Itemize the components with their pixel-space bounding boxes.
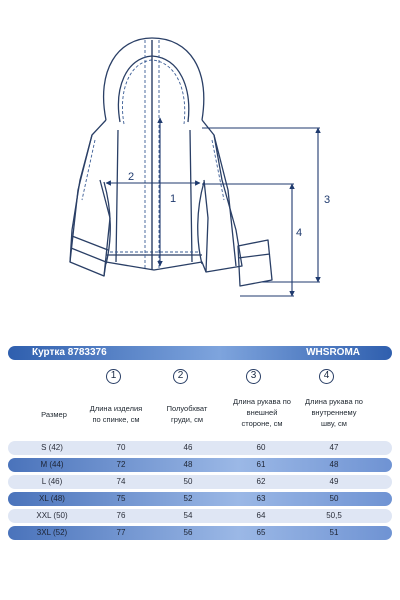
column-number-2: 2 — [173, 369, 188, 384]
header-sleeve-inner: Длина рукава по внутреннему шву, см — [305, 397, 363, 428]
product-banner — [8, 346, 392, 360]
column-number-1: 1 — [106, 369, 121, 384]
left-sleeve — [70, 135, 110, 276]
header-chest: Полуобхват груди, см — [166, 404, 208, 424]
product-title: Куртка 8783376 — [32, 347, 107, 358]
measure-label-1: 1 — [170, 193, 177, 205]
header-length: Длина изделия по спинке, см — [89, 404, 143, 424]
column-number-4: 4 — [319, 369, 334, 384]
table-row: XXL (50) 76 54 64 50,5 — [8, 509, 392, 523]
column-number-3: 3 — [246, 369, 261, 384]
header-sleeve-outer: Длина рукава по внешней стороне, см — [233, 397, 291, 428]
table-row: L (46) 74 50 62 49 — [8, 475, 392, 489]
table-row: S (42) 70 46 60 47 — [8, 441, 392, 455]
header-size: Размер — [41, 410, 67, 419]
table-row: M (44) 72 48 61 48 — [8, 458, 392, 472]
measure-label-2: 2 — [128, 171, 135, 183]
table-row: XL (48) 75 52 63 50 — [8, 492, 392, 506]
measure-label-4: 4 — [296, 227, 303, 239]
right-sleeve — [204, 135, 236, 272]
brand-name: WHSROMA — [306, 347, 360, 358]
table-row: 3XL (52) 77 56 65 51 — [8, 526, 392, 540]
hood-inner — [118, 56, 188, 122]
measure-label-3: 3 — [324, 194, 331, 206]
